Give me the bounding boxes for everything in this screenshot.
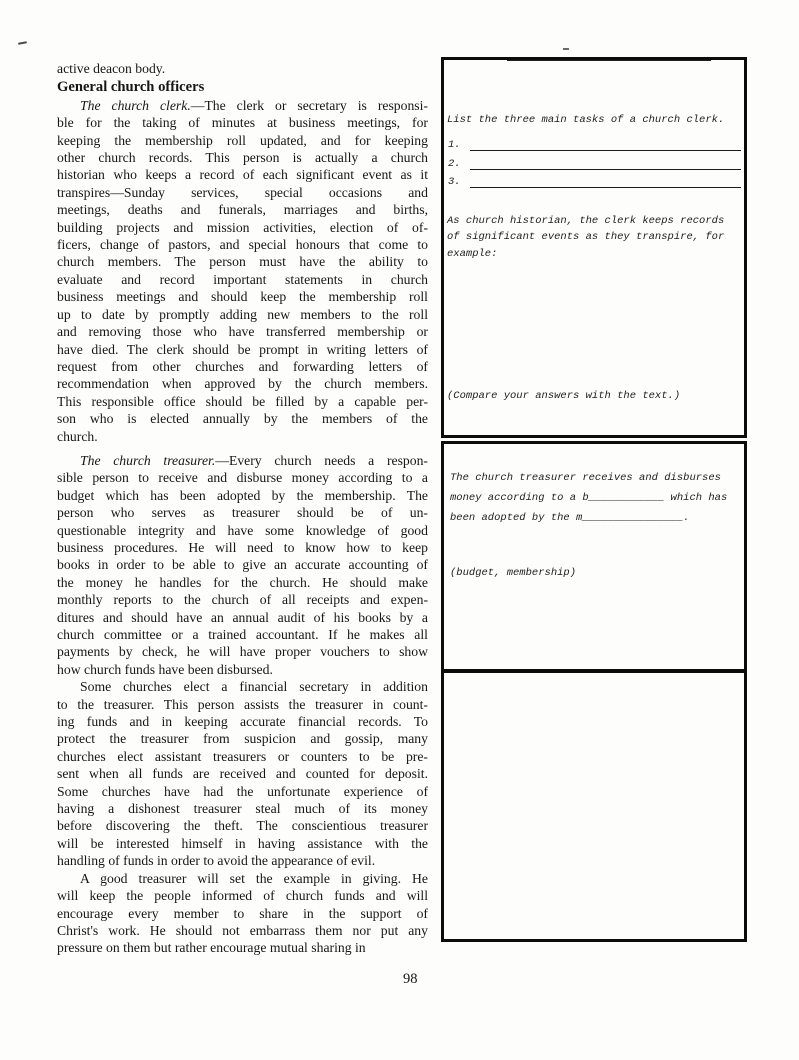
text-line: keeping the membership roll updated, and for keeping (57, 132, 428, 148)
text-line: church. (57, 428, 98, 444)
text-line: church committee or a trained accountant. If he makes all (57, 627, 428, 642)
text-line: questionable integrity and have some knowledge of good (57, 522, 428, 538)
numbered-blank-3 (448, 172, 741, 188)
text-line: churches elect assistant treasurers or counters to be pre- (57, 748, 428, 764)
text-line: transpires—Sunday services, special occasions and (57, 184, 428, 200)
text-line: recommendation when approved by the church members. (57, 376, 428, 392)
blank-number-label: 1. (448, 139, 461, 151)
text-line: to the treasurer. This person assists the treasurer in count- (57, 696, 428, 712)
text-line: The church treasurer.—Every church needs a respon- (80, 452, 428, 468)
text-line: monthly reports to the church of all receipts and expen- (57, 592, 428, 608)
paragraphs-container (57, 97, 428, 957)
blank-number-label: 3. (448, 176, 461, 188)
answer-blank-line (470, 156, 741, 170)
historian-prompt (447, 213, 724, 262)
text-line: up to date by promptly adding new members to the roll (57, 306, 428, 322)
text-line: have died. The clerk should be prompt in writing letters of (57, 341, 428, 357)
clerk-tasks-prompt: List the three main tasks of a church clerk. (447, 114, 725, 126)
text-line: meetings, deaths and funerals, marriages and births, (57, 202, 428, 218)
text-line: before discovering the theft. The conscientious treasurer (57, 818, 428, 834)
example-blank-line (507, 60, 711, 61)
text-line: pressure on them but rather encourage mutual sharing in (57, 940, 366, 956)
historian-prompt-line: example: (447, 247, 498, 260)
text-line: encourage every member to share in the support of (57, 905, 428, 921)
workbook-box-clerk (441, 57, 747, 438)
numbered-blank-2 (448, 154, 741, 170)
text-line: church members. The person must have the ability to (57, 254, 428, 270)
paragraph (57, 452, 428, 678)
text-line: how church funds have been disbursed. (57, 661, 273, 677)
text-line: and removing those who have transferred membership or (57, 324, 428, 340)
workbook-box-treasurer (441, 441, 747, 672)
page-number: 98 (403, 971, 418, 987)
text-line: The church clerk.—The clerk or secretary is responsi- (80, 97, 428, 113)
paragraph (57, 97, 428, 445)
answer-key: (budget, membership) (450, 567, 577, 579)
text-line: ing funds and in keeping accurate financial records. To (57, 714, 428, 730)
text-line: ble for the taking of minutes at business meetings, for (57, 115, 428, 131)
text-line: having a dishonest treasurer steal much of its money (57, 801, 428, 817)
historian-prompt-line: As church historian, the clerk keeps records (447, 215, 725, 227)
paragraph (57, 678, 428, 869)
blank-number-label: 2. (448, 158, 461, 170)
text-line: Christ's work. He should not embarrass them nor put any (57, 922, 428, 938)
section-heading: General church officers (57, 79, 205, 96)
text-line: will be interested himself in having assistance with the (57, 835, 428, 851)
text-line: the money he handles for the church. He should make (57, 574, 428, 590)
treasurer-fill-in (450, 468, 727, 528)
historian-prompt-line: of significant events as they transpire, for (447, 231, 725, 244)
text-line: budget which has been adopted by the membership. The (57, 487, 428, 503)
text-line: books in order to be able to give an accurate accounting of (57, 557, 428, 573)
text-line: A good treasurer will set the example in giving. He (80, 870, 428, 886)
scan-artifact-mark (18, 41, 27, 45)
text-line: ficers, change of pastors, and special honours that come to (57, 237, 428, 253)
workbook-box-empty (441, 670, 747, 942)
text-line: handling of funds in order to avoid the appearance of evil. (57, 853, 376, 869)
text-line: sible person to receive and disburse money according to a (57, 470, 428, 486)
text-line: This responsible office should be filled by a capable per- (57, 393, 428, 409)
text-line: building projects and mission activities, election of of- (57, 219, 428, 235)
text-line: business procedures. He will need to know how to keep (57, 539, 428, 555)
text-line: Some churches elect a financial secretary in addition (80, 679, 428, 695)
intro-line: active deacon body. (57, 61, 166, 76)
compare-note: (Compare your answers with the text.) (447, 390, 681, 402)
numbered-blank-1 (448, 135, 741, 151)
text-line: person who serves as treasurer should be of un- (57, 505, 428, 521)
text-line: evaluate and record important statements in church (57, 271, 428, 287)
text-line: payments by check, he will have proper vouchers to show (57, 644, 428, 660)
fill-in-line: money according to a b____________ which has (450, 492, 728, 504)
answer-blank-line (470, 137, 741, 151)
paragraph (57, 870, 428, 957)
text-line: ditures and should have an annual audit of his books by a (57, 609, 428, 625)
answer-blank-line (470, 174, 741, 188)
text-line: will keep the people informed of church funds and will (57, 888, 428, 904)
body-text-column (57, 60, 428, 957)
fill-in-line: The church treasurer receives and disburses (450, 472, 721, 484)
text-line: request from other churches and forwarding letters of (57, 358, 428, 374)
text-line: protect the treasurer from suspicion and gossip, many (57, 731, 428, 747)
text-line: sent when all funds are received and counted for deposit. (57, 766, 428, 782)
text-line: other church records. This person is actually a church (57, 150, 428, 166)
scan-speck (563, 48, 569, 50)
text-line: Some churches have had the unfortunate experience of (57, 783, 428, 799)
text-line: historian who keeps a record of each significant event as it (57, 167, 428, 183)
fill-in-line: been adopted by the m________________. (450, 512, 690, 524)
text-line: business meetings and should keep the membership roll (57, 289, 428, 305)
text-line: son who is elected annually by the members of the (57, 411, 428, 427)
